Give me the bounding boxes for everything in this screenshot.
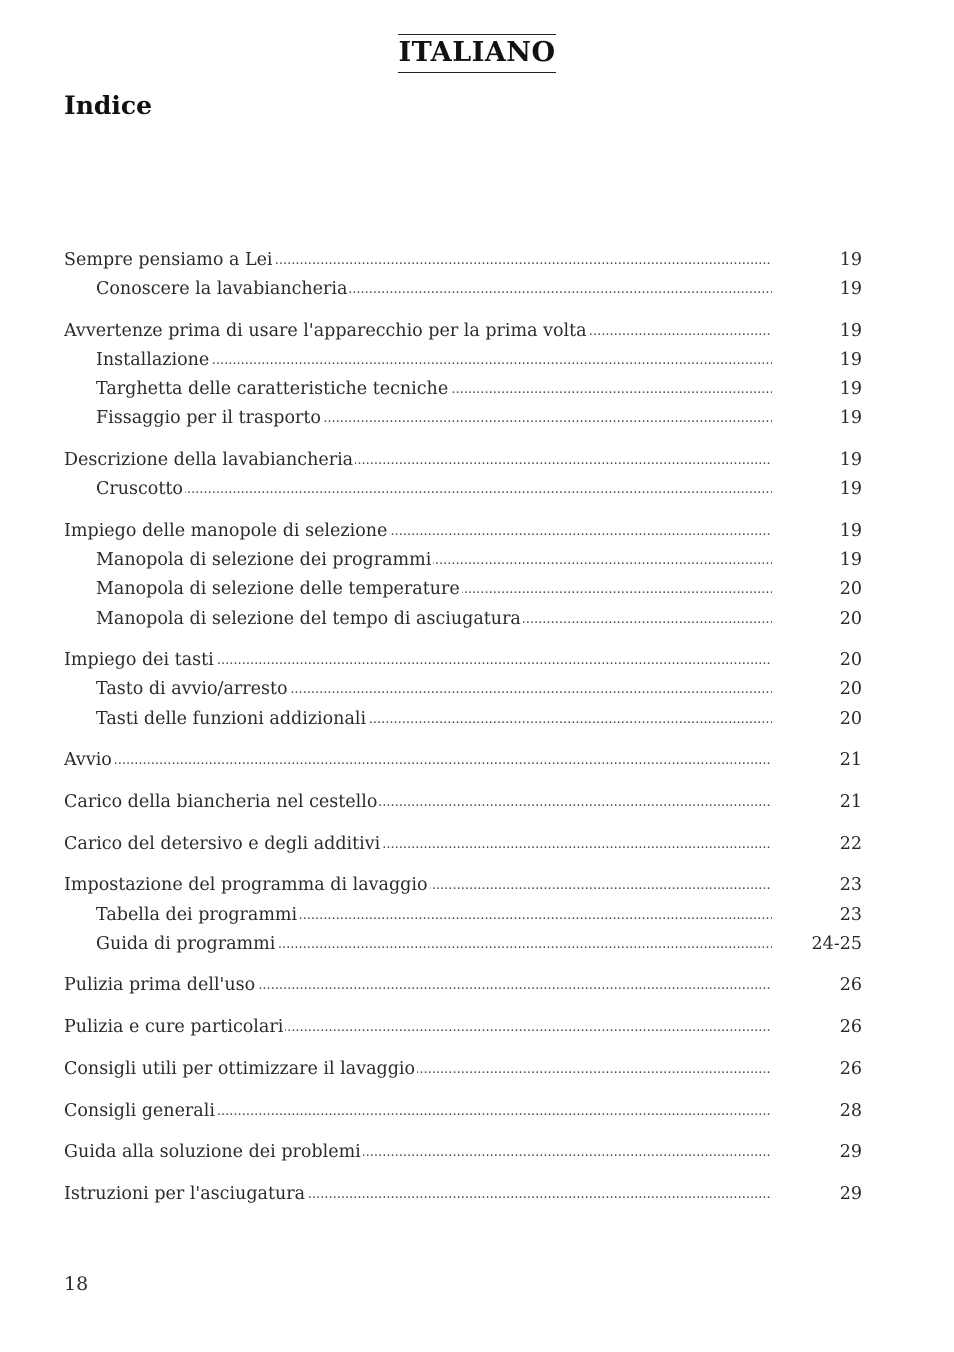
toc-leader <box>64 1180 772 1209</box>
toc-entry-page: 19 <box>839 379 862 400</box>
toc-entry-page: 19 <box>839 250 862 270</box>
toc-entry <box>64 446 862 475</box>
toc-entry-label: Istruzioni per l'asciugatura <box>64 1183 306 1204</box>
toc-entry <box>64 971 862 1000</box>
toc-entry <box>64 317 862 346</box>
toc-entry-page: 19 <box>839 350 862 371</box>
toc-entry-page: 23 <box>839 904 862 925</box>
toc-entry-label: Impiego dei tasti <box>64 650 214 671</box>
toc-leader <box>64 871 772 900</box>
toc-subentry <box>64 275 862 304</box>
toc-entry-page: 24-25 <box>811 933 862 954</box>
toc-entry-label: Manopola di selezione del tempo di asciugatura <box>96 608 521 629</box>
toc-entry-label: Avvertenze prima di usare l'apparecchio per la prima volta <box>64 320 587 341</box>
toc-leader <box>64 788 772 817</box>
toc-subentry <box>64 605 862 634</box>
toc-leader <box>96 475 772 504</box>
toc-entry-label: Guida di programmi <box>96 933 276 954</box>
toc-entry-label: Installazione <box>96 350 210 371</box>
toc-entry-label: Impostazione del programma di lavaggio <box>64 875 428 896</box>
page-number: 18 <box>64 1273 89 1295</box>
toc-leader <box>64 517 772 546</box>
toc-entry-page: 21 <box>839 792 862 812</box>
toc-entry-page: 19 <box>839 279 862 300</box>
toc-group <box>64 871 862 959</box>
toc-subentry <box>64 475 862 504</box>
toc-group <box>64 746 862 775</box>
toc-entry-label: Guida alla soluzione dei problemi <box>64 1142 361 1163</box>
toc-entry-page: 19 <box>839 550 862 571</box>
toc-leader <box>96 346 772 375</box>
toc-group <box>64 517 862 634</box>
toc-entry <box>64 788 862 817</box>
toc-group <box>64 646 862 734</box>
toc-subentry <box>64 375 862 404</box>
toc-entry-page: 19 <box>839 408 862 429</box>
toc-group <box>64 317 862 434</box>
toc-group <box>64 1013 862 1042</box>
toc-entry-label: Carico della biancheria nel cestello <box>64 792 378 812</box>
toc-entry <box>64 1013 862 1042</box>
toc-entry-page: 19 <box>839 479 862 500</box>
toc-entry-page: 26 <box>839 1017 862 1038</box>
toc-entry-page: 22 <box>839 833 862 854</box>
toc-leader <box>96 375 772 404</box>
toc-leader <box>96 275 772 304</box>
table-of-contents <box>64 246 862 1222</box>
toc-entry-label: Tabella dei programmi <box>96 904 298 925</box>
toc-entry-page: 20 <box>839 650 862 671</box>
toc-group <box>64 1180 862 1209</box>
language-title: ITALIANO <box>398 34 557 73</box>
toc-group <box>64 971 862 1000</box>
toc-entry-page: 20 <box>839 579 862 600</box>
toc-entry-label: Tasto di avvio/arresto <box>96 679 288 700</box>
toc-leader <box>64 971 772 1000</box>
toc-leader <box>64 446 772 475</box>
toc-entry-page: 23 <box>839 875 862 896</box>
toc-leader <box>96 705 772 734</box>
toc-leader <box>96 404 772 433</box>
toc-entry-label: Descrizione della lavabiancheria <box>64 450 354 471</box>
toc-entry <box>64 1180 862 1209</box>
toc-entry <box>64 517 862 546</box>
toc-entry <box>64 246 862 275</box>
toc-entry <box>64 871 862 900</box>
toc-subentry <box>64 705 862 734</box>
toc-leader <box>96 675 772 704</box>
toc-leader <box>64 746 772 775</box>
toc-entry-label: Carico del detersivo e degli additivi <box>64 833 381 854</box>
toc-entry-page: 19 <box>839 521 862 541</box>
toc-leader <box>64 317 772 346</box>
toc-leader <box>96 605 772 634</box>
toc-subentry <box>64 546 862 575</box>
toc-entry <box>64 830 862 859</box>
toc-leader <box>96 930 772 959</box>
toc-group <box>64 1055 862 1084</box>
toc-subentry <box>64 404 862 433</box>
toc-group <box>64 830 862 859</box>
toc-entry-page: 20 <box>839 708 862 729</box>
toc-subentry <box>64 901 862 930</box>
toc-entry-page: 26 <box>839 975 862 996</box>
toc-entry-label: Manopola di selezione delle temperature <box>96 579 460 600</box>
toc-entry-label: Consigli utili per ottimizzare il lavaggio <box>64 1058 416 1079</box>
toc-leader <box>96 575 772 604</box>
toc-entry-label: Targhetta delle caratteristiche tecniche <box>96 379 449 400</box>
toc-leader <box>64 1055 772 1084</box>
toc-leader <box>64 1138 772 1167</box>
toc-leader <box>64 1013 772 1042</box>
toc-entry-page: 21 <box>839 750 862 771</box>
toc-entry-page: 26 <box>839 1058 862 1079</box>
toc-entry-label: Impiego delle manopole di selezione <box>64 521 388 541</box>
toc-group <box>64 788 862 817</box>
language-header-wrap <box>0 34 954 73</box>
toc-entry-label: Pulizia prima dell'uso <box>64 975 256 996</box>
toc-subentry <box>64 346 862 375</box>
toc-leader <box>64 246 772 275</box>
toc-group <box>64 1138 862 1167</box>
toc-entry-page: 20 <box>839 608 862 629</box>
toc-entry-label: Consigli generali <box>64 1100 215 1121</box>
toc-group <box>64 446 862 504</box>
toc-entry-label: Manopola di selezione dei programmi <box>96 550 432 571</box>
toc-entry <box>64 746 862 775</box>
toc-entry-label: Pulizia e cure particolari <box>64 1017 284 1038</box>
toc-leader <box>64 1097 772 1126</box>
toc-leader <box>64 646 772 675</box>
toc-entry-page: 20 <box>839 679 862 700</box>
toc-entry-label: Cruscotto <box>96 479 183 500</box>
toc-entry-label: Avvio <box>64 750 112 771</box>
toc-entry-page: 29 <box>839 1142 862 1163</box>
toc-entry-page: 19 <box>839 320 862 341</box>
toc-entry-label: Conoscere la lavabiancheria <box>96 279 348 300</box>
toc-entry <box>64 1097 862 1126</box>
toc-entry <box>64 1055 862 1084</box>
toc-entry <box>64 1138 862 1167</box>
toc-leader <box>96 901 772 930</box>
toc-group <box>64 1097 862 1126</box>
toc-leader <box>64 830 772 859</box>
toc-subentry <box>64 575 862 604</box>
toc-entry-label: Sempre pensiamo a Lei <box>64 250 273 270</box>
page-title: Indice <box>64 91 152 120</box>
toc-entry-page: 19 <box>839 450 862 471</box>
toc-entry <box>64 646 862 675</box>
toc-subentry <box>64 930 862 959</box>
toc-entry-page: 28 <box>839 1100 862 1121</box>
toc-entry-label: Fissaggio per il trasporto <box>96 408 321 429</box>
toc-group <box>64 246 862 304</box>
toc-subentry <box>64 675 862 704</box>
toc-entry-label: Tasti delle funzioni addizionali <box>96 708 367 729</box>
toc-leader <box>96 546 772 575</box>
toc-entry-page: 29 <box>839 1183 862 1204</box>
